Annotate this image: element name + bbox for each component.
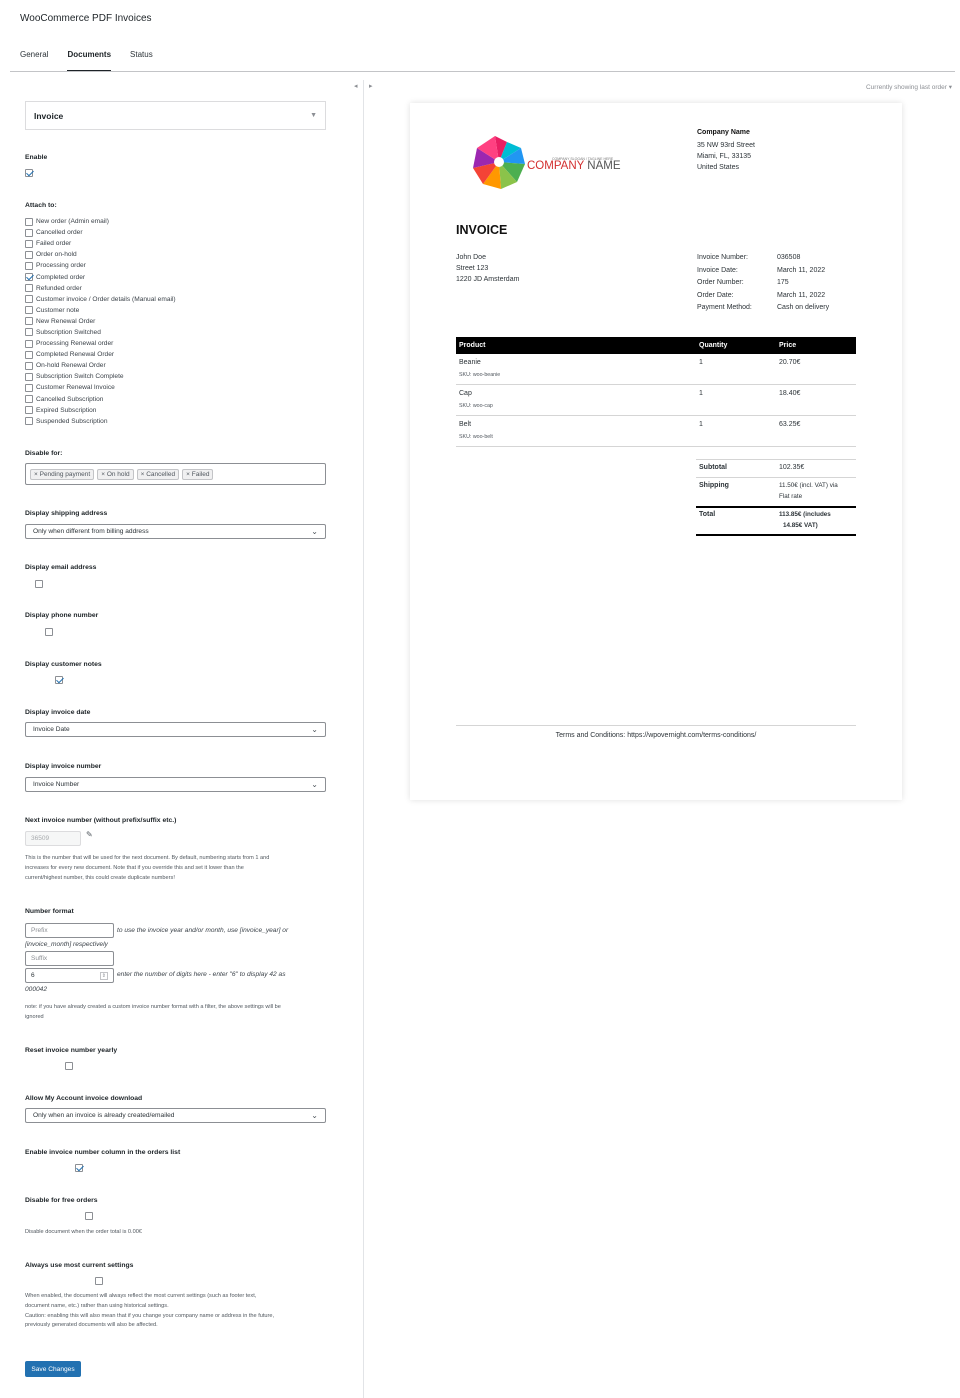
tag-label: Cancelled bbox=[146, 470, 176, 478]
disable-for-label: Disable for: bbox=[25, 450, 63, 457]
attach-option-label: Completed order bbox=[36, 273, 86, 281]
my-account-select[interactable] bbox=[25, 1108, 326, 1123]
billing-line: 1220 JD Amsterdam bbox=[456, 276, 520, 283]
attach-option[interactable] bbox=[25, 416, 176, 427]
attach-option-label: On-hold Renewal Order bbox=[36, 362, 106, 370]
tab-documents[interactable]: Documents bbox=[67, 50, 111, 72]
row-divider bbox=[456, 384, 856, 385]
status-tag-pending[interactable]: × Pending payment bbox=[30, 469, 94, 480]
free-orders-checkbox[interactable] bbox=[85, 1212, 93, 1220]
invoice-number-value: Invoice Number bbox=[33, 781, 80, 788]
logo-wordmark bbox=[527, 160, 621, 172]
padding-help-2: 000042 bbox=[25, 986, 48, 993]
item-price: 63.25€ bbox=[779, 421, 801, 428]
meta-label: Order Number: bbox=[697, 279, 744, 286]
number-column-checkbox[interactable] bbox=[75, 1164, 83, 1172]
total-value: 113.85€ (includes bbox=[779, 511, 831, 518]
column-quantity: Quantity bbox=[699, 342, 728, 349]
free-orders-label: Disable for free orders bbox=[25, 1197, 98, 1204]
company-logo-icon bbox=[470, 133, 528, 191]
attach-checkbox[interactable] bbox=[25, 240, 33, 248]
help-line: This is the number that will be used for the next document. By default, numbering starts from 1 and bbox=[25, 855, 270, 861]
address-line: Miami, FL, 33135 bbox=[697, 153, 752, 160]
attach-to-list bbox=[25, 216, 176, 427]
attach-checkbox[interactable] bbox=[25, 362, 33, 370]
item-name: Cap bbox=[459, 390, 472, 397]
row-divider bbox=[456, 415, 856, 416]
attach-option-label: Customer invoice / Order details (Manual email) bbox=[36, 295, 176, 303]
attach-option[interactable] bbox=[25, 327, 176, 338]
number-format-label: Number format bbox=[25, 908, 74, 915]
attach-option[interactable] bbox=[25, 283, 176, 294]
attach-option[interactable] bbox=[25, 249, 176, 260]
note-line: ignored bbox=[25, 1013, 44, 1020]
customer-notes-checkbox[interactable] bbox=[55, 676, 63, 684]
attach-option[interactable] bbox=[25, 338, 176, 349]
address-line: 35 NW 93rd Street bbox=[697, 142, 755, 149]
subtotal-label: Subtotal bbox=[699, 464, 727, 471]
chevron-down-icon: ▼ bbox=[310, 112, 317, 119]
items-table-header bbox=[456, 337, 856, 354]
attach-checkbox[interactable] bbox=[25, 328, 33, 336]
current-settings-label: Always use most current settings bbox=[25, 1262, 134, 1269]
status-tag-failed[interactable]: × Failed bbox=[182, 469, 213, 480]
attach-checkbox[interactable] bbox=[25, 262, 33, 270]
invoice-number-select[interactable] bbox=[25, 777, 326, 792]
preview-order-label: Currently showing last order bbox=[865, 84, 947, 91]
shop-address bbox=[697, 140, 755, 173]
attach-option[interactable] bbox=[25, 227, 176, 238]
reset-yearly-label: Reset invoice number yearly bbox=[25, 1047, 118, 1054]
meta-label: Order Date: bbox=[697, 291, 734, 299]
subtotal-value: 102.35€ bbox=[779, 464, 805, 471]
logo-tagline: COMPANY SLOGAN / TAGLINE HERE bbox=[552, 157, 614, 161]
padding-input[interactable] bbox=[25, 968, 114, 983]
attach-option-label: New Renewal Order bbox=[36, 317, 96, 325]
help-line: previously generated documents will also be affected. bbox=[25, 1322, 158, 1329]
attach-checkbox[interactable] bbox=[25, 284, 33, 292]
invoice-date-select[interactable] bbox=[25, 722, 326, 737]
attach-option[interactable] bbox=[25, 360, 176, 371]
chevron-down-icon: ⌄ bbox=[311, 725, 318, 734]
billing-line: John Doe bbox=[456, 254, 486, 261]
attach-checkbox[interactable] bbox=[25, 295, 33, 303]
email-address-checkbox[interactable] bbox=[35, 580, 43, 588]
attach-option-label: Expired Subscription bbox=[36, 406, 97, 414]
attach-option-label: Processing Renewal order bbox=[36, 340, 114, 348]
attach-option-label: Suspended Subscription bbox=[36, 417, 108, 425]
chevron-down-icon: ⌄ bbox=[311, 527, 318, 536]
shipping-label: Shipping bbox=[699, 482, 729, 489]
invoice-meta-labels bbox=[697, 252, 752, 315]
enable-checkbox[interactable] bbox=[25, 169, 33, 177]
phone-number-checkbox[interactable] bbox=[45, 628, 53, 636]
shipping-address-select[interactable] bbox=[25, 524, 326, 539]
suffix-input[interactable]: Suffix bbox=[25, 951, 114, 966]
attach-option[interactable] bbox=[25, 405, 176, 416]
collapse-left-icon[interactable]: ◂ bbox=[354, 83, 358, 90]
attach-option[interactable] bbox=[25, 394, 176, 405]
disable-for-multiselect[interactable] bbox=[25, 463, 326, 485]
shipping-method: Flat rate bbox=[779, 493, 803, 500]
attach-option[interactable] bbox=[25, 260, 176, 271]
shipping-address-value: Only when different from billing address bbox=[33, 528, 149, 535]
tabs-divider bbox=[10, 71, 955, 72]
padding-value: 6 bbox=[31, 972, 35, 979]
invoice-footer: Terms and Conditions: https://wpovernight.com/terms-conditions/ bbox=[555, 732, 757, 739]
invoice-preview bbox=[410, 103, 902, 800]
shipping-value: 11.50€ (incl. VAT) via bbox=[779, 482, 838, 489]
invoice-number-label: Display invoice number bbox=[25, 763, 102, 770]
my-account-label: Allow My Account invoice download bbox=[25, 1095, 143, 1102]
address-line: United States bbox=[697, 164, 740, 171]
pencil-icon[interactable]: ✎ bbox=[86, 830, 93, 839]
shop-name: Company Name bbox=[697, 129, 750, 136]
meta-label: Invoice Number: bbox=[697, 254, 748, 261]
footer-divider bbox=[456, 725, 856, 726]
totals-divider bbox=[696, 477, 856, 478]
padding-help: enter the number of digits here - enter "6" to display 42 as bbox=[117, 971, 286, 978]
reset-yearly-checkbox[interactable] bbox=[65, 1062, 73, 1070]
invoice-meta-values bbox=[777, 252, 829, 315]
attach-option[interactable] bbox=[25, 382, 176, 393]
logo-word-company: COMPANY bbox=[527, 160, 585, 172]
item-qty: 1 bbox=[699, 390, 703, 397]
help-line: When enabled, the document will always reflect the most current settings (such as footer text, bbox=[25, 1293, 257, 1299]
save-changes-button[interactable]: Save Changes bbox=[25, 1361, 81, 1377]
my-account-value: Only when an invoice is already created/emailed bbox=[33, 1112, 175, 1119]
help-line: current/highest number, this could create duplicate numbers! bbox=[25, 874, 175, 881]
attach-checkbox[interactable] bbox=[25, 417, 33, 425]
status-tag-cancelled[interactable]: × Cancelled bbox=[137, 469, 180, 480]
tag-label: On hold bbox=[106, 470, 130, 478]
attach-option-label: Subscription Switch Complete bbox=[36, 373, 124, 381]
next-number-help bbox=[25, 854, 269, 883]
attach-option-label: New order (Admin email) bbox=[36, 218, 109, 226]
attach-option-label: Completed Renewal Order bbox=[36, 351, 115, 359]
preview-order-selector[interactable] bbox=[866, 83, 952, 91]
attach-checkbox[interactable] bbox=[25, 306, 33, 314]
totals-divider bbox=[696, 459, 856, 460]
phone-number-label: Display phone number bbox=[25, 612, 99, 619]
item-price: 18.40€ bbox=[779, 390, 801, 397]
app-title: WooCommerce PDF Invoices bbox=[20, 13, 152, 24]
meta-value: Cash on delivery bbox=[777, 304, 830, 311]
item-name: Belt bbox=[459, 421, 472, 428]
tab-status[interactable]: Status bbox=[130, 50, 153, 59]
totals-divider bbox=[696, 534, 856, 536]
help-line: document name, etc.) rather than using historical settings. bbox=[25, 1302, 169, 1309]
billing-address bbox=[456, 252, 519, 285]
invoice-date-label: Display invoice date bbox=[25, 709, 91, 716]
attach-checkbox[interactable] bbox=[25, 373, 33, 381]
prefix-input[interactable]: Prefix bbox=[25, 923, 114, 938]
customer-notes-label: Display customer notes bbox=[25, 661, 102, 668]
settings-tabs bbox=[20, 50, 153, 72]
attach-option-label: Order on-hold bbox=[36, 251, 77, 259]
status-tag-on-hold[interactable]: × On hold bbox=[97, 469, 133, 480]
attach-option[interactable] bbox=[25, 271, 176, 282]
item-qty: 1 bbox=[699, 421, 703, 428]
meta-label: Invoice Date: bbox=[697, 266, 738, 274]
item-qty: 1 bbox=[699, 359, 703, 366]
row-divider bbox=[456, 446, 856, 447]
attach-option-label: Failed order bbox=[36, 240, 72, 248]
chevron-down-icon: ⌄ bbox=[311, 780, 318, 789]
item-sku: SKU: woo-belt bbox=[459, 434, 493, 440]
free-orders-help: Disable document when the order total is 0.00€ bbox=[25, 1229, 142, 1235]
attach-option[interactable] bbox=[25, 216, 176, 227]
meta-value: 036508 bbox=[777, 254, 801, 261]
tag-label: Failed bbox=[191, 470, 210, 478]
attach-option[interactable] bbox=[25, 238, 176, 249]
enable-label: Enable bbox=[25, 154, 48, 161]
meta-value: March 11, 2022 bbox=[777, 266, 826, 274]
number-format-note bbox=[25, 1003, 281, 1023]
invoice-date-value: Invoice Date bbox=[33, 726, 70, 733]
meta-value: 175 bbox=[777, 279, 789, 286]
attach-checkbox[interactable] bbox=[25, 351, 33, 359]
item-sku: SKU: woo-beanie bbox=[459, 372, 501, 378]
total-vat: 14.85€ VAT) bbox=[783, 522, 818, 529]
attach-option-label: Refunded order bbox=[36, 284, 82, 292]
chevron-down-icon: ⌄ bbox=[311, 1111, 318, 1120]
billing-line: Street 123 bbox=[456, 265, 489, 272]
spinner-icon[interactable]: ⇕ bbox=[101, 972, 106, 979]
attach-option-label: Customer note bbox=[36, 306, 80, 314]
attach-to-label: Attach to: bbox=[25, 202, 57, 209]
help-line: Caution: enabling this will also mean that if you change your company name or address in the future, bbox=[25, 1312, 275, 1319]
attach-checkbox[interactable] bbox=[25, 395, 33, 403]
meta-value: March 11, 2022 bbox=[777, 291, 826, 299]
attach-checkbox[interactable] bbox=[25, 251, 33, 259]
prefix-help: to use the invoice year and/or month, use [invoice_year] or bbox=[117, 927, 289, 934]
attach-checkbox[interactable] bbox=[25, 406, 33, 414]
expand-right-icon[interactable]: ▸ bbox=[369, 83, 373, 90]
next-number-label: Next invoice number (without prefix/suffix etc.) bbox=[25, 817, 177, 824]
meta-label: Payment Method: bbox=[697, 304, 752, 311]
tag-label: Pending payment bbox=[39, 470, 91, 478]
prefix-help-2: [invoice_month] respectively bbox=[25, 941, 108, 948]
attach-option-label: Cancelled Subscription bbox=[36, 395, 104, 403]
document-type-value: Invoice bbox=[34, 110, 64, 121]
total-label: Total bbox=[699, 511, 716, 518]
column-price: Price bbox=[779, 342, 797, 349]
number-column-label: Enable invoice number column in the orders list bbox=[25, 1149, 181, 1156]
panel-divider bbox=[363, 80, 364, 1398]
help-line: increases for every new document. Note that if you override this and set it lower than the bbox=[25, 864, 244, 871]
attach-option-label: Customer Renewal Invoice bbox=[36, 384, 115, 392]
column-product: Product bbox=[459, 342, 486, 349]
attach-option[interactable] bbox=[25, 371, 176, 382]
item-price: 20.70€ bbox=[779, 359, 801, 366]
attach-option-label: Processing order bbox=[36, 262, 86, 270]
attach-option-label: Subscription Switched bbox=[36, 328, 101, 336]
current-settings-help bbox=[25, 1292, 274, 1331]
logo-word-name: NAME bbox=[584, 160, 621, 172]
attach-checkbox[interactable] bbox=[25, 229, 33, 237]
shipping-address-label: Display shipping address bbox=[25, 510, 108, 517]
attach-option[interactable] bbox=[25, 349, 176, 360]
document-type-select[interactable] bbox=[25, 101, 326, 130]
attach-option-label: Cancelled order bbox=[36, 229, 83, 237]
totals-divider bbox=[696, 506, 856, 508]
attach-checkbox[interactable] bbox=[25, 384, 33, 392]
note-line: note: if you have already created a custom invoice number format with a filter, the above settings will be bbox=[25, 1004, 281, 1010]
attach-option[interactable] bbox=[25, 316, 176, 327]
attach-option[interactable] bbox=[25, 294, 176, 305]
tab-general[interactable]: General bbox=[20, 50, 49, 59]
attach-checkbox[interactable] bbox=[25, 273, 33, 281]
invoice-title: INVOICE bbox=[456, 223, 508, 237]
attach-checkbox[interactable] bbox=[25, 317, 33, 325]
attach-checkbox[interactable] bbox=[25, 218, 33, 226]
attach-checkbox[interactable] bbox=[25, 340, 33, 348]
email-address-label: Display email address bbox=[25, 564, 97, 571]
item-name: Beanie bbox=[459, 359, 481, 366]
next-number-input[interactable]: 36509 bbox=[25, 831, 81, 846]
attach-option[interactable] bbox=[25, 305, 176, 316]
item-sku: SKU: woo-cap bbox=[459, 403, 493, 409]
chevron-down-icon: ▾ bbox=[948, 84, 952, 91]
current-settings-checkbox[interactable] bbox=[95, 1277, 103, 1285]
